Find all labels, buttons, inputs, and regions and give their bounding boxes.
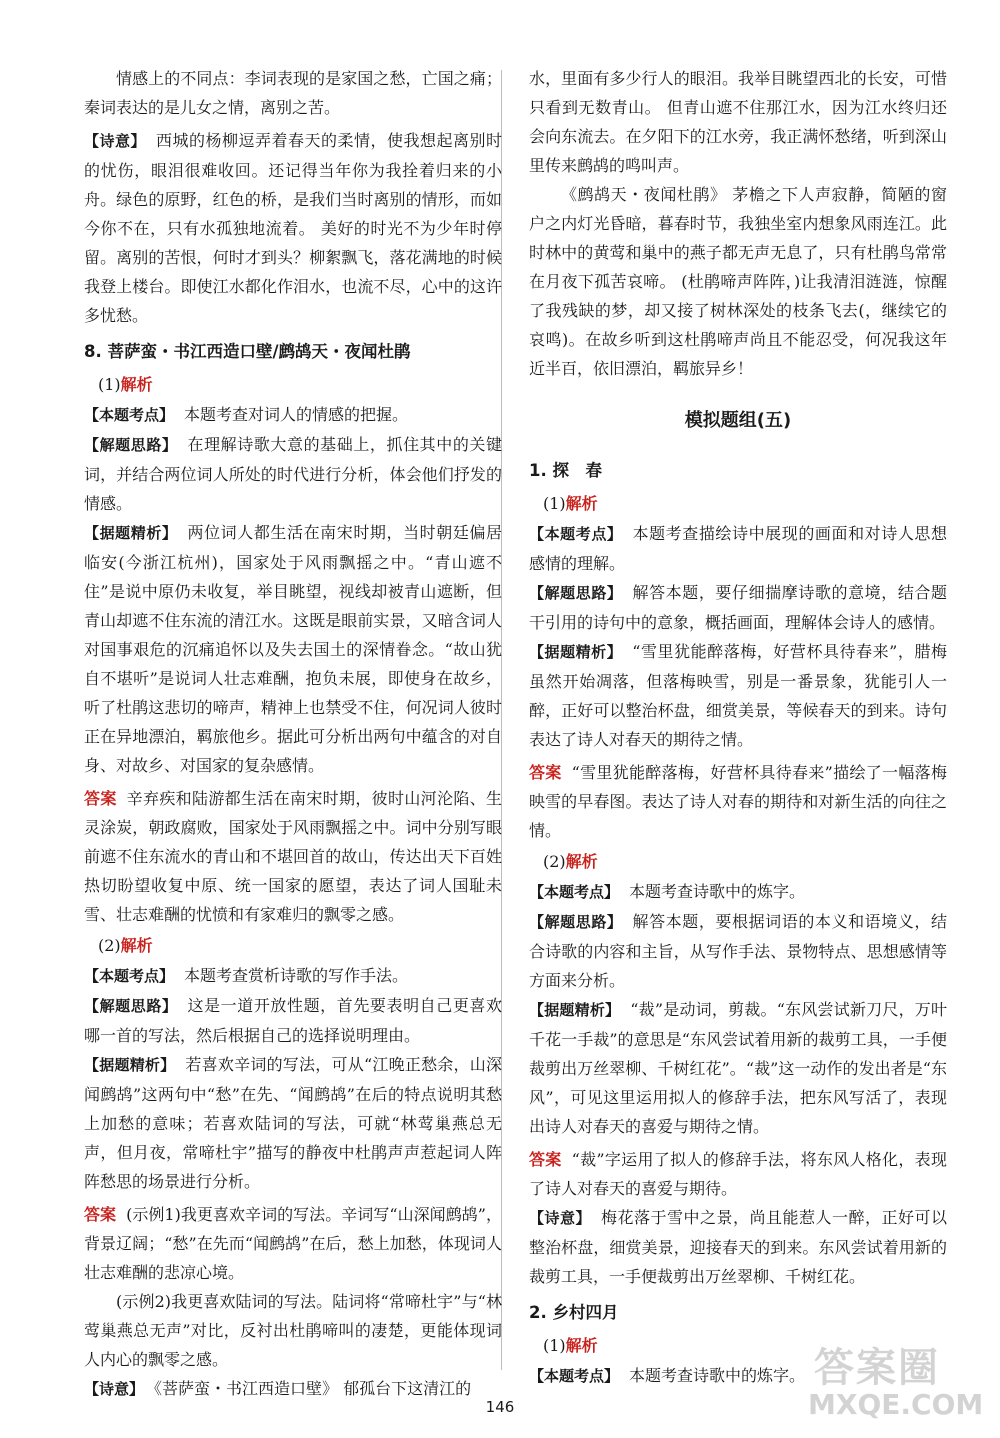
analysis-label: 解析 bbox=[120, 936, 153, 955]
test-point-label: 【本题考点】 bbox=[84, 406, 175, 424]
solution-idea-label: 【解题思路】 bbox=[84, 997, 178, 1015]
poem-meaning-label: 【诗意】 bbox=[84, 1380, 145, 1398]
question-1-title: 1. 探 春 bbox=[529, 461, 602, 480]
precise-analysis-1 bbox=[84, 518, 502, 780]
solution-idea-label: 【解题思路】 bbox=[84, 436, 178, 454]
poem-meaning-continued: 水，里面有多少行人的眼泪。我举目眺望西北的长安，可惜只看到无数青山。 但青山遮不住那江水，因为江水终归还会向东流去。在夕阳下的江水旁，我正满怀愁绪，听到深山里传来鹧鸪的鸣叫声。 bbox=[529, 69, 947, 175]
analysis-label: 解析 bbox=[565, 852, 598, 871]
emotion-difference-text: 情感上的不同点：李词表现的是家国之愁，亡国之痛；秦词表达的是儿女之情，离别之苦。 bbox=[84, 69, 502, 117]
answer-label: 答案 bbox=[84, 1205, 117, 1224]
precise-analysis-label: 【据题精析】 bbox=[529, 1001, 621, 1019]
answer-text: 辛弃疾和陆游都生活在南宋时期，彼时山河沦陷、生灵涂炭，朝政腐败，国家处于风雨飘摇之中。词中分别写眼前遮不住东流水的青山和不堪回首的故山，传达出天下百姓热切盼望收复中原、统一国家的愿望，表达了词人国耻未雪、壮志难酬的忧愤和有家难归的飘零之感。 bbox=[84, 789, 502, 924]
right-column bbox=[529, 64, 947, 1391]
solution-idea-4 bbox=[529, 907, 947, 995]
solution-idea-text: 解答本题，要仔细揣摩诗歌的意境，结合题干引用的诗句中的意象，概括画面，理解体会诗人的感情。 bbox=[529, 583, 947, 632]
test-point-label: 【本题考点】 bbox=[529, 525, 623, 543]
precise-analysis-2 bbox=[84, 1050, 502, 1196]
test-point-label: 【本题考点】 bbox=[529, 883, 620, 901]
test-point-1 bbox=[84, 400, 502, 430]
precise-analysis-3 bbox=[529, 637, 947, 754]
test-point-label: 【本题考点】 bbox=[84, 967, 175, 985]
sub-question-number: (1) bbox=[543, 494, 566, 513]
answer-label: 答案 bbox=[529, 1150, 562, 1169]
precise-analysis-text: “雪里犹能醉落梅，好营杯具待春来”，腊梅虽然开始凋落，但落梅映雪，别是一番景象，犹能引人一醉，正好可以整治杯盘，细赏美景，等候春天的到来。诗句表达了诗人对春天的期待之情。 bbox=[529, 642, 947, 749]
watermark-logo-text: 答案圈 bbox=[814, 1345, 940, 1391]
sub-question-1-1 bbox=[543, 489, 947, 519]
poem-meaning-label: 【诗意】 bbox=[84, 132, 146, 150]
answer-text: “裁”字运用了拟人的修辞手法，将东风人格化，表现了诗人对春天的喜爱与期待。 bbox=[529, 1150, 947, 1198]
analysis-label: 解析 bbox=[565, 494, 598, 513]
sub-question-1-2 bbox=[543, 847, 947, 877]
test-point-label: 【本题考点】 bbox=[529, 1367, 620, 1385]
poem-meaning-text: 《菩萨蛮・书江西造口壁》 郁孤台下这清江的 bbox=[154, 1379, 472, 1398]
precise-analysis-label: 【据题精析】 bbox=[84, 524, 178, 542]
solution-idea-label: 【解题思路】 bbox=[529, 584, 623, 602]
sub-question-8-2 bbox=[98, 931, 502, 961]
practice-group-title: 模拟题组(五) bbox=[684, 410, 792, 431]
precise-analysis-text: 若喜欢辛词的写法，可从“江晚正愁余，山深闻鹧鸪”这两句中“愁”在先、“闻鹧鸪”在后的特点说明其愁上加愁的意味；若喜欢陆词的写法，可就“林莺巢燕总无声，但月夜，常啼杜宇”描写的静夜中杜鹃声声惹起词人阵阵愁思的场景进行分析。 bbox=[84, 1055, 502, 1191]
precise-analysis-text: “裁”是动词，剪裁。“东风尝试新刀尺，万叶千花一手裁”的意思是“东风尝试着用新的裁剪工具，一手便裁剪出万丝翠柳、千树红花”。“裁”这一动作的发出者是“东风”，可见这里运用拟人的修辞手法，把东风写活了，表现出诗人对春天的喜爱与期待之情。 bbox=[529, 1000, 947, 1136]
question-8-title: 8. 菩萨蛮・书江西造口壁/鹧鸪天・夜闻杜鹃 bbox=[84, 342, 411, 361]
page-number: 146 bbox=[485, 1398, 515, 1416]
question-2-title: 2. 乡村四月 bbox=[529, 1303, 619, 1322]
answer-4 bbox=[529, 1145, 947, 1203]
analysis-label: 解析 bbox=[120, 375, 153, 394]
test-point-4 bbox=[529, 877, 947, 907]
answer-label: 答案 bbox=[529, 763, 562, 782]
solution-idea-1 bbox=[84, 430, 502, 518]
analysis-label: 解析 bbox=[565, 1336, 598, 1355]
precise-analysis-label: 【据题精析】 bbox=[529, 643, 623, 661]
answer-example-1: (示例1)我更喜欢辛词的写法。辛词写“山深闻鹧鸪”，背景辽阔；“愁”在先而“闻鹧鸪”在后，愁上加愁，体现词人壮志难酬的悲凉心境。 bbox=[84, 1205, 502, 1282]
left-column bbox=[84, 64, 502, 1404]
answer-2 bbox=[84, 1200, 502, 1287]
test-point-text: 本题考查诗歌中的炼字。 bbox=[629, 882, 806, 901]
solution-idea-text: 这是一道开放性题，首先要表明自己更喜欢哪一首的写法，然后根据自己的选择说明理由。 bbox=[84, 996, 502, 1045]
answer-3 bbox=[529, 758, 947, 845]
sub-question-number: (1) bbox=[98, 375, 121, 394]
site-watermark bbox=[808, 1336, 986, 1426]
precise-analysis-4 bbox=[529, 995, 947, 1141]
precise-analysis-label: 【据题精析】 bbox=[84, 1056, 176, 1074]
solution-idea-text: 在理解诗歌大意的基础上，抓住其中的关键词，并结合两位词人所处的时代进行分析，体会他们抒发的情感。 bbox=[84, 435, 502, 513]
test-point-3 bbox=[529, 519, 947, 578]
solution-idea-3 bbox=[529, 578, 947, 637]
answer-example-2: (示例2)我更喜欢陆词的写法。陆词将“常啼杜宇”与“林莺巢燕总无声”对比，反衬出杜鹃啼叫的凄楚，更能体现词人内心的飘零之感。 bbox=[84, 1292, 502, 1369]
poem-meaning-zhegutian: 《鹧鸪天・夜闻杜鹃》 茅檐之下人声寂静，简陋的窗户之内灯光昏暗，暮春时节，我独坐室内想象风雨连江。此时林中的黄莺和巢中的燕子都无声无息了，只有杜鹃鸟常常在月夜下孤苦哀啼。 (杜鹃啼声阵阵，)让我清泪涟涟，惊醒了我残缺的梦，却又接了树林深处的枝条飞去(，继续它的哀鸣)。在故乡听到这杜鹃啼声尚且不能忍受，何况我这年近半百，依旧漂泊，羁旅异乡！ bbox=[529, 185, 947, 378]
solution-idea-label: 【解题思路】 bbox=[529, 913, 623, 931]
answer-text: “雪里犹能醉落梅，好营杯具待春来”描绘了一幅落梅映雪的早春图。表达了诗人对春的期待和对新生活的向往之情。 bbox=[529, 763, 947, 840]
test-point-2 bbox=[84, 961, 502, 991]
precise-analysis-text: 两位词人都生活在南宋时期，当时朝廷偏居临安(今浙江杭州)，国家处于风雨飘摇之中。“青山遮不住”是说中原仍未收复，举目眺望，视线却被青山遮断，但青山却遮不住东流的清江水。这既是眼前实景，又暗含词人对国事艰危的沉痛追怀以及失去国土的深情眷念。“故山犹自不堪听”是说词人壮志难酬，抱负未展，即使身在故乡，听了杜鹃这悲切的啼声，精神上也禁受不住，何况词人彼时正在异地漂泊，羁旅他乡。据此可分析出两句中蕴含的对自身、对故乡、对国家的复杂感情。 bbox=[84, 523, 502, 775]
sub-question-number: (1) bbox=[543, 1336, 566, 1355]
sub-question-8-1 bbox=[98, 370, 502, 400]
answer-1 bbox=[84, 784, 502, 929]
test-point-text: 本题考查对词人的情感的把握。 bbox=[184, 405, 409, 424]
answer-label: 答案 bbox=[84, 789, 117, 808]
test-point-text: 本题考查描绘诗中展现的画面和对诗人思想感情的理解。 bbox=[529, 524, 947, 573]
poem-meaning-3 bbox=[529, 1203, 947, 1291]
test-point-text: 本题考查诗歌中的炼字。 bbox=[629, 1366, 806, 1385]
poem-meaning-1 bbox=[84, 126, 502, 330]
solution-idea-2 bbox=[84, 991, 502, 1050]
test-point-text: 本题考查赏析诗歌的写作手法。 bbox=[184, 966, 409, 985]
solution-idea-text: 解答本题，要根据词语的本义和语境义，结合诗歌的内容和主旨，从写作手法、景物特点、思想感情等方面来分析。 bbox=[529, 912, 947, 990]
sub-question-number: (2) bbox=[543, 852, 566, 871]
poem-meaning-text: 西城的杨柳逗弄着春天的柔情，使我想起离别时的忧伤，眼泪很难收回。还记得当年你为我拴着归来的小舟。绿色的原野，红色的桥，是我们当时离别的情形，而如今你不在，只有水孤独地流着。 美好的时光不为少年时停留。离别的苦恨，何时才到头？柳絮飘飞，落花满地的时候我登上楼台。即使江水都化作泪水，也流不尽，心中的这许多忧愁。 bbox=[84, 131, 502, 325]
poem-meaning-label: 【诗意】 bbox=[529, 1209, 591, 1227]
sub-question-number: (2) bbox=[98, 936, 121, 955]
poem-meaning-text: 梅花落于雪中之景，尚且能惹人一醉，正好可以整治杯盘，细赏美景，迎接春天的到来。东风尝试着用新的裁剪工具，一手便裁剪出万丝翠柳、千树红花。 bbox=[529, 1208, 947, 1286]
watermark-url-text: MXQE.COM bbox=[808, 1388, 984, 1421]
